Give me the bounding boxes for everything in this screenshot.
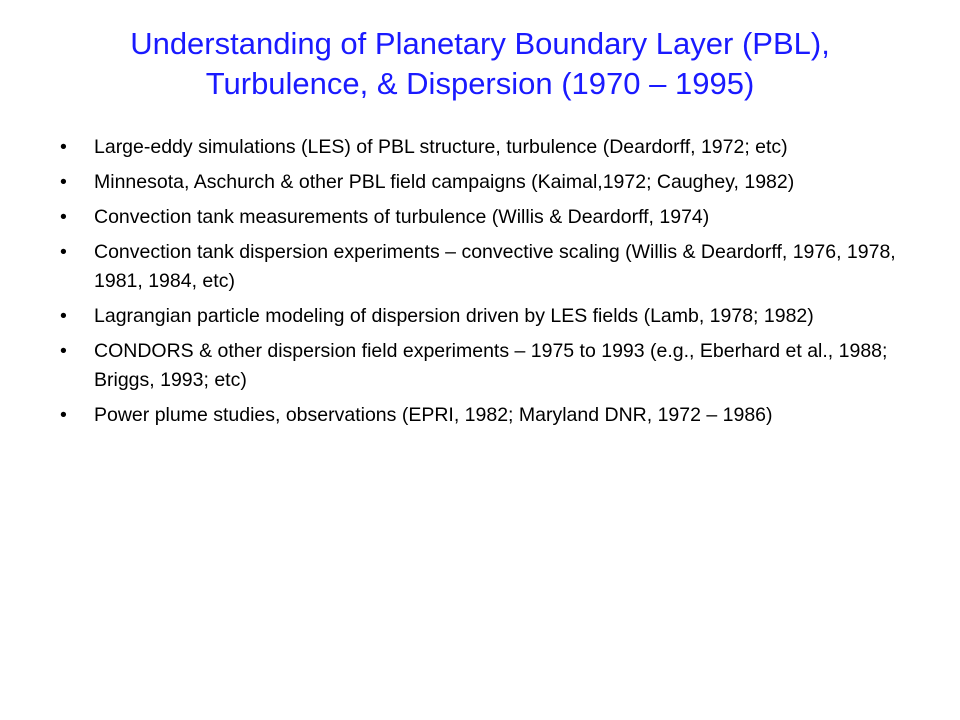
bullet-item xyxy=(0,238,906,296)
bullet-text: Minnesota, Aschurch & other PBL field campaigns (Kaimal,1972; Caughey, 1982) xyxy=(94,171,795,193)
bullet-text: Lagrangian particle modeling of dispersion driven by LES fields (Lamb, 1978; 1982) xyxy=(94,305,814,327)
bullet-item xyxy=(0,337,906,395)
bullet-icon: • xyxy=(60,305,67,327)
bullet-text: CONDORS & other dispersion field experiments – 1975 to 1993 (e.g., Eberhard et al., 1988; Briggs, 1993; etc) xyxy=(94,340,888,391)
bullet-item xyxy=(0,203,906,232)
bullet-icon: • xyxy=(60,404,67,426)
bullet-text: Convection tank dispersion experiments – convective scaling (Willis & Deardorff, 1976, 1978, 1981, 1984, etc) xyxy=(94,241,896,292)
bullet-item xyxy=(0,401,906,430)
bullet-text: Large-eddy simulations (LES) of PBL structure, turbulence (Deardorff, 1972; etc) xyxy=(94,136,788,158)
bullet-item xyxy=(0,302,906,331)
bullet-item xyxy=(0,133,906,162)
bullet-item xyxy=(0,168,906,197)
bullet-icon: • xyxy=(60,340,67,362)
bullet-list xyxy=(0,133,960,436)
bullet-icon: • xyxy=(60,206,67,228)
slide-title xyxy=(40,24,920,104)
slide-title-line-1: Understanding of Planetary Boundary Layer (PBL), xyxy=(130,26,830,61)
slide-title-line-2: Turbulence, & Dispersion (1970 – 1995) xyxy=(205,66,755,101)
bullet-text: Power plume studies, observations (EPRI, 1982; Maryland DNR, 1972 – 1986) xyxy=(94,404,773,426)
bullet-text: Convection tank measurements of turbulence (Willis & Deardorff, 1974) xyxy=(94,206,710,228)
bullet-icon: • xyxy=(60,171,67,193)
bullet-icon: • xyxy=(60,241,67,263)
bullet-icon: • xyxy=(60,136,67,158)
